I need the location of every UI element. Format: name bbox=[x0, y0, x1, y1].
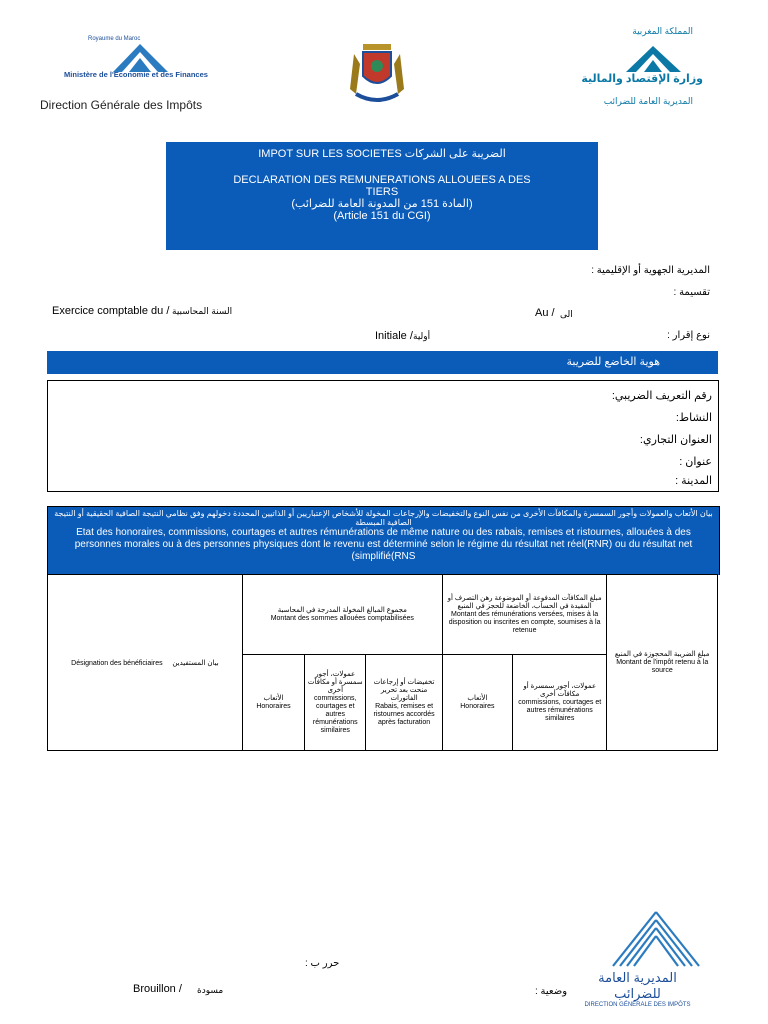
group-allouees-fr: Montant des sommes allouées comptabilisées bbox=[270, 614, 414, 622]
kingdom-ar: المملكة المغربية bbox=[632, 26, 693, 36]
group-versees-fr: Montant des rémunérations versées, mises à la disposition ou inscrites en compte, soumises à la retenue bbox=[448, 610, 601, 634]
type-declaration-label: نوع إقرار : bbox=[667, 330, 710, 341]
initiale-label: Initiale / bbox=[375, 330, 413, 342]
commissions-col-2 bbox=[513, 655, 607, 751]
ministry-name: Ministère de l'Economie et des Finances bbox=[64, 70, 208, 79]
group-allouees-ar: مجموع المبالغ المخولة المدرجة في المحاسبة bbox=[277, 606, 407, 614]
honoraires-ar-2: الأتعاب bbox=[467, 694, 488, 702]
banner-tiers: TIERS bbox=[365, 186, 399, 198]
royal-coat-of-arms-icon bbox=[336, 34, 418, 104]
etat-ar: بيان الأتعاب والعمولات وأجور السمسرة والمكافآت الأخرى من نفس النوع والتخفيضات والإرجاعات المخولة للأشخاص الإعتباريين أو الذاتيين المحددة دخولهم وفق نظامي النتيجة الصافية الحقيقية أو النتيجة الصافية المبسطة bbox=[54, 509, 713, 527]
remunerations-table bbox=[47, 574, 718, 751]
dgi-left-logo-icon bbox=[113, 44, 168, 72]
commissions-ar-2: عمولات، أجور سمسرة أو مكافآت أخرى bbox=[523, 682, 597, 698]
etat-fr-2: personnes morales ou à des personnes physiques dont le revenu est déterminé selon le régime du résultat net réel(RNR) ou du résultat net bbox=[74, 539, 693, 550]
dgi-right-logo-icon bbox=[626, 46, 681, 72]
retenue-ar: مبلغ الضريبة المحجوزة في المنبع bbox=[614, 650, 710, 658]
identity-section-bar bbox=[47, 351, 718, 374]
etat-description bbox=[47, 506, 720, 575]
designation-fr: Désignation des bénéficiaires bbox=[71, 659, 163, 667]
dgi-left-logo bbox=[38, 36, 223, 116]
ministry-ar: وزارة الإقتصاد والمالية bbox=[581, 73, 703, 85]
commissions-ar: عمولات، أجور سمسرة أو مكافآت أخرى bbox=[307, 670, 363, 694]
fait-a-label: حرر ب : bbox=[305, 958, 340, 969]
title-banner bbox=[166, 142, 598, 250]
honoraires-ar: الأتعاب bbox=[263, 694, 284, 702]
honoraires-col-2 bbox=[442, 655, 512, 751]
dgi-footer-logo-icon bbox=[611, 910, 701, 968]
address-field: عنوان : bbox=[679, 456, 712, 468]
royaume-label: Royaume du Maroc bbox=[88, 36, 141, 42]
exercice-ar-label: السنة المحاسبية bbox=[172, 306, 233, 316]
initiale-ar-label: أولية bbox=[413, 331, 431, 341]
group-allouees-header bbox=[242, 575, 442, 655]
trade-name-field: العنوان التجاري: bbox=[639, 434, 712, 446]
activity-field: النشاط: bbox=[675, 412, 712, 424]
rabais-col bbox=[366, 655, 442, 751]
dgi-right-logo bbox=[568, 20, 743, 120]
commissions-fr: commissions, courtages et autres rémunérations similaires bbox=[312, 694, 358, 734]
situation-label: وضعية : bbox=[535, 986, 568, 997]
tax-id-field: رقم التعريف الضريبي: bbox=[611, 390, 712, 402]
designation-ar: بيان المستفيدين bbox=[172, 659, 219, 667]
retenue-header bbox=[607, 575, 718, 751]
city-field: المدينة : bbox=[675, 475, 712, 487]
banner-title: IMPOT SUR LES SOCIETES الضريبة على الشركات bbox=[258, 148, 506, 160]
etat-fr-1: Etat des honoraires, commissions, courtages et autres rémunérations de même nature ou des rabais, remises et ristournes, allouées à des bbox=[76, 527, 691, 538]
identity-title: هوية الخاضع للضريبة bbox=[566, 356, 660, 368]
commissions-col-1 bbox=[305, 655, 366, 751]
brouillon-ar-label: مسودة bbox=[197, 985, 224, 995]
brouillon-label: Brouillon / bbox=[133, 983, 182, 995]
dgi-footer-logo bbox=[575, 910, 735, 1020]
group-versees-header bbox=[442, 575, 607, 655]
footer-dgi-fr: DIRECTION GÉNÉRALE DES IMPÔTS bbox=[584, 1002, 691, 1008]
etat-fr-3: (simplifié(RNS bbox=[351, 551, 416, 562]
rabais-fr: Rabais, remises et ristournes accordés après facturation bbox=[373, 702, 435, 726]
subdivision-label: تقسيمة : bbox=[673, 287, 710, 298]
dgi-name: Direction Générale des Impôts bbox=[40, 98, 203, 112]
exercice-label: Exercice comptable du / bbox=[52, 305, 170, 317]
designation-header bbox=[48, 575, 243, 751]
rabais-ar: تخفيضات أو إرجاعات منحت بعد تحرير الفاتورات bbox=[373, 678, 435, 702]
banner-article-ar: (المادة 151 من المدونة العامة للضرائب) bbox=[291, 198, 473, 210]
dgi-ar: المديرية العامة للضرائب bbox=[603, 96, 693, 106]
banner-article-fr: (Article 151 du CGI) bbox=[333, 210, 431, 222]
direction-regionale-label: المديرية الجهوية أو الإقليمية : bbox=[591, 265, 710, 276]
au-label: Au / bbox=[535, 307, 555, 319]
retenue-fr: Montant de l'impôt retenu à la source bbox=[616, 658, 709, 674]
banner-declaration: DECLARATION DES REMUNERATIONS ALLOUEES A DES bbox=[233, 174, 531, 186]
identity-box bbox=[47, 380, 719, 492]
group-versees-ar: مبلغ المكافآت المدفوعة أو الموضوعة رهن التصرف أو المقيدة في الحساب، الخاضعة للحجز في المنبع bbox=[447, 594, 602, 610]
commissions-fr-2: commissions, courtages et autres rémunérations similaires bbox=[518, 698, 602, 722]
honoraires-col-1 bbox=[242, 655, 304, 751]
au-ar-label: الى bbox=[560, 309, 573, 319]
honoraires-fr-2: Honoraires bbox=[460, 702, 495, 710]
footer-dgi-ar: المديرية العامة للضرائب bbox=[598, 970, 677, 1001]
honoraires-fr: Honoraires bbox=[256, 702, 291, 710]
